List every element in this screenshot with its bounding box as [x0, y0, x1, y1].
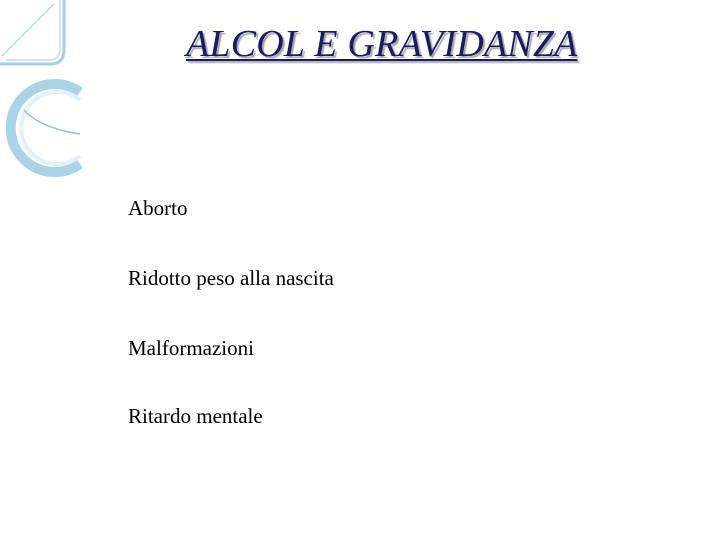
bullet-item: Aborto	[128, 196, 188, 220]
decorative-circles-graphic	[0, 0, 90, 180]
bullet-item: Ritardo mentale	[128, 404, 263, 428]
slide-title: ALCOL E GRAVIDANZA	[186, 23, 578, 65]
bullet-item: Ridotto peso alla nascita	[128, 266, 334, 290]
bullet-item: Malformazioni	[128, 336, 254, 360]
